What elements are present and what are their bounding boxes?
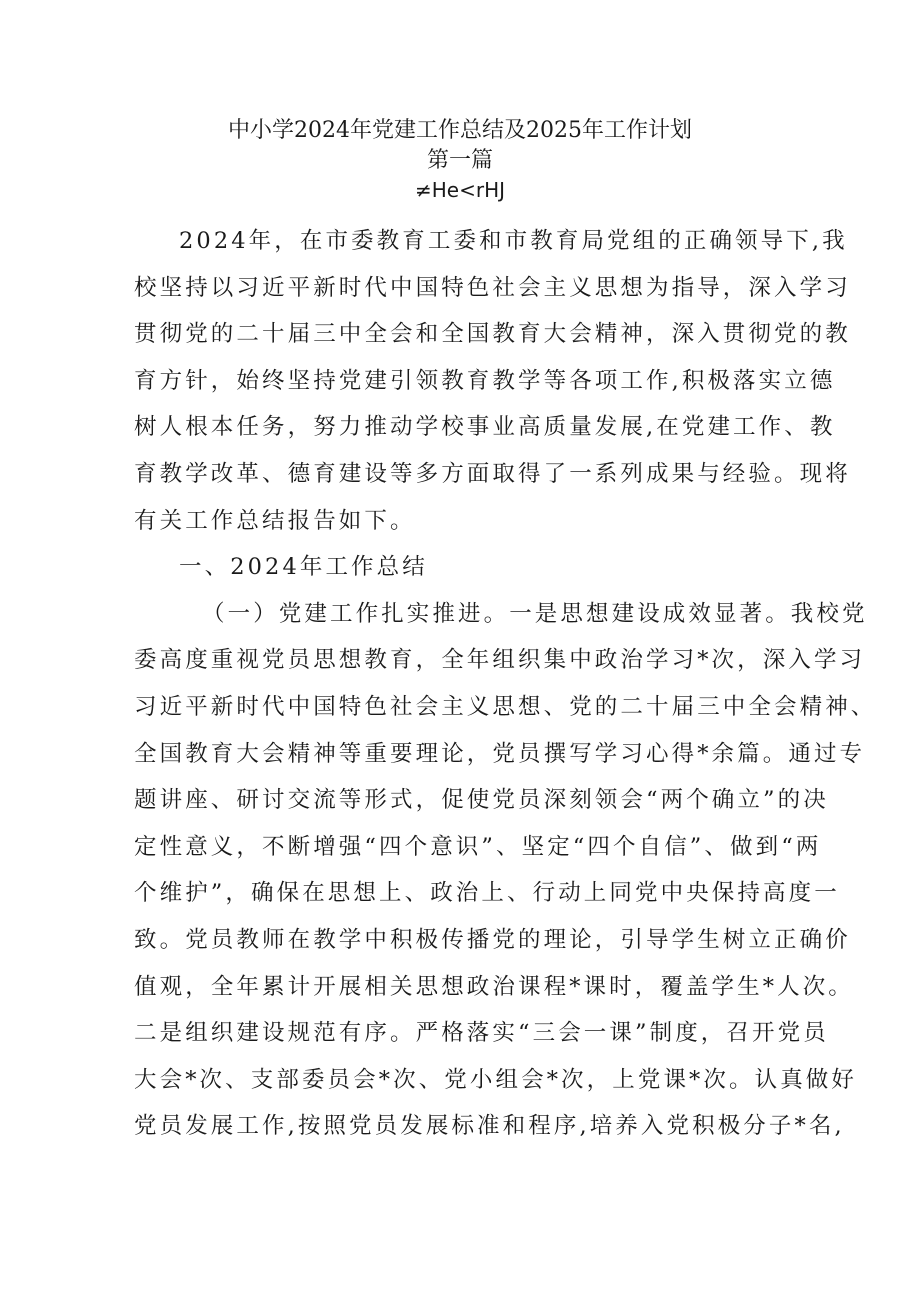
paragraph-line: 贯彻党的二十届三中全会和全国教育大会精神，深入贯彻党的教	[134, 321, 851, 348]
paragraph-line: 党员发展工作,按照党员发展标准和程序,培养入党积极分子*名,	[134, 1113, 845, 1140]
document-body	[134, 218, 877, 1150]
paragraph-line: 育教学改革、德育建设等多方面取得了一系列成果与经验。现将	[134, 460, 851, 487]
document-subtitle: 第一篇	[426, 148, 493, 173]
paragraph-line: 委高度重视党员思想教育，全年组织集中政治学习*次，深入学习	[134, 647, 866, 674]
garbled-code-line: ≠He<rHJ	[414, 178, 506, 202]
paragraph-line: 大会*次、支部委员会*次、党小组会*次，上党课*次。认真做好	[134, 1066, 858, 1093]
paragraph-line: 育方针，始终坚持党建引领教育教学等各项工作,积极落实立德	[134, 367, 836, 394]
paragraph-line: 全国教育大会精神等重要理论，党员撰写学习心得*余篇。通过专	[134, 740, 866, 767]
title-block	[0, 116, 920, 204]
paragraph-line: 个维护”，确保在思想上、政治上、行动上同党中央保持高度一	[134, 880, 840, 907]
paragraph-line: 定性意义，不断增强“四个意识”、坚定“四个自信”、做到“两	[134, 833, 822, 860]
paragraph-line: 致。党员教师在教学中积极传播党的理论，引导学生树立正确价	[134, 926, 851, 953]
section-heading: 一、2024年工作总结	[179, 554, 428, 581]
paragraph-line: 有关工作总结报告如下。	[134, 507, 416, 534]
paragraph-line: 树人根本任务，努力推动学校事业高质量发展,在党建工作、教	[134, 414, 836, 441]
paragraph-line: 习近平新时代中国特色社会主义思想、党的二十届三中全会精神、	[134, 693, 877, 720]
paragraph-line: 值观，全年累计开展相关思想政治课程*课时，覆盖学生*人次。	[134, 973, 854, 1000]
paragraph-line: 校坚持以习近平新时代中国特色社会主义思想为指导，深入学习	[134, 274, 851, 301]
document-title: 中小学2024年党建工作总结及2025年工作计划	[228, 118, 692, 143]
paragraph-line: 2024年，在市委教育工委和市教育局党组的正确领导下,我	[179, 228, 848, 254]
paragraph-line: 二是组织建设规范有序。严格落实“三会一课”制度，召开党员	[134, 1020, 829, 1047]
paragraph-line: （一）党建工作扎实推进。一是思想建设成效显著。我校党	[202, 600, 868, 627]
paragraph-line: 题讲座、研讨交流等形式，促使党员深刻领会“两个确立”的决	[134, 787, 829, 814]
